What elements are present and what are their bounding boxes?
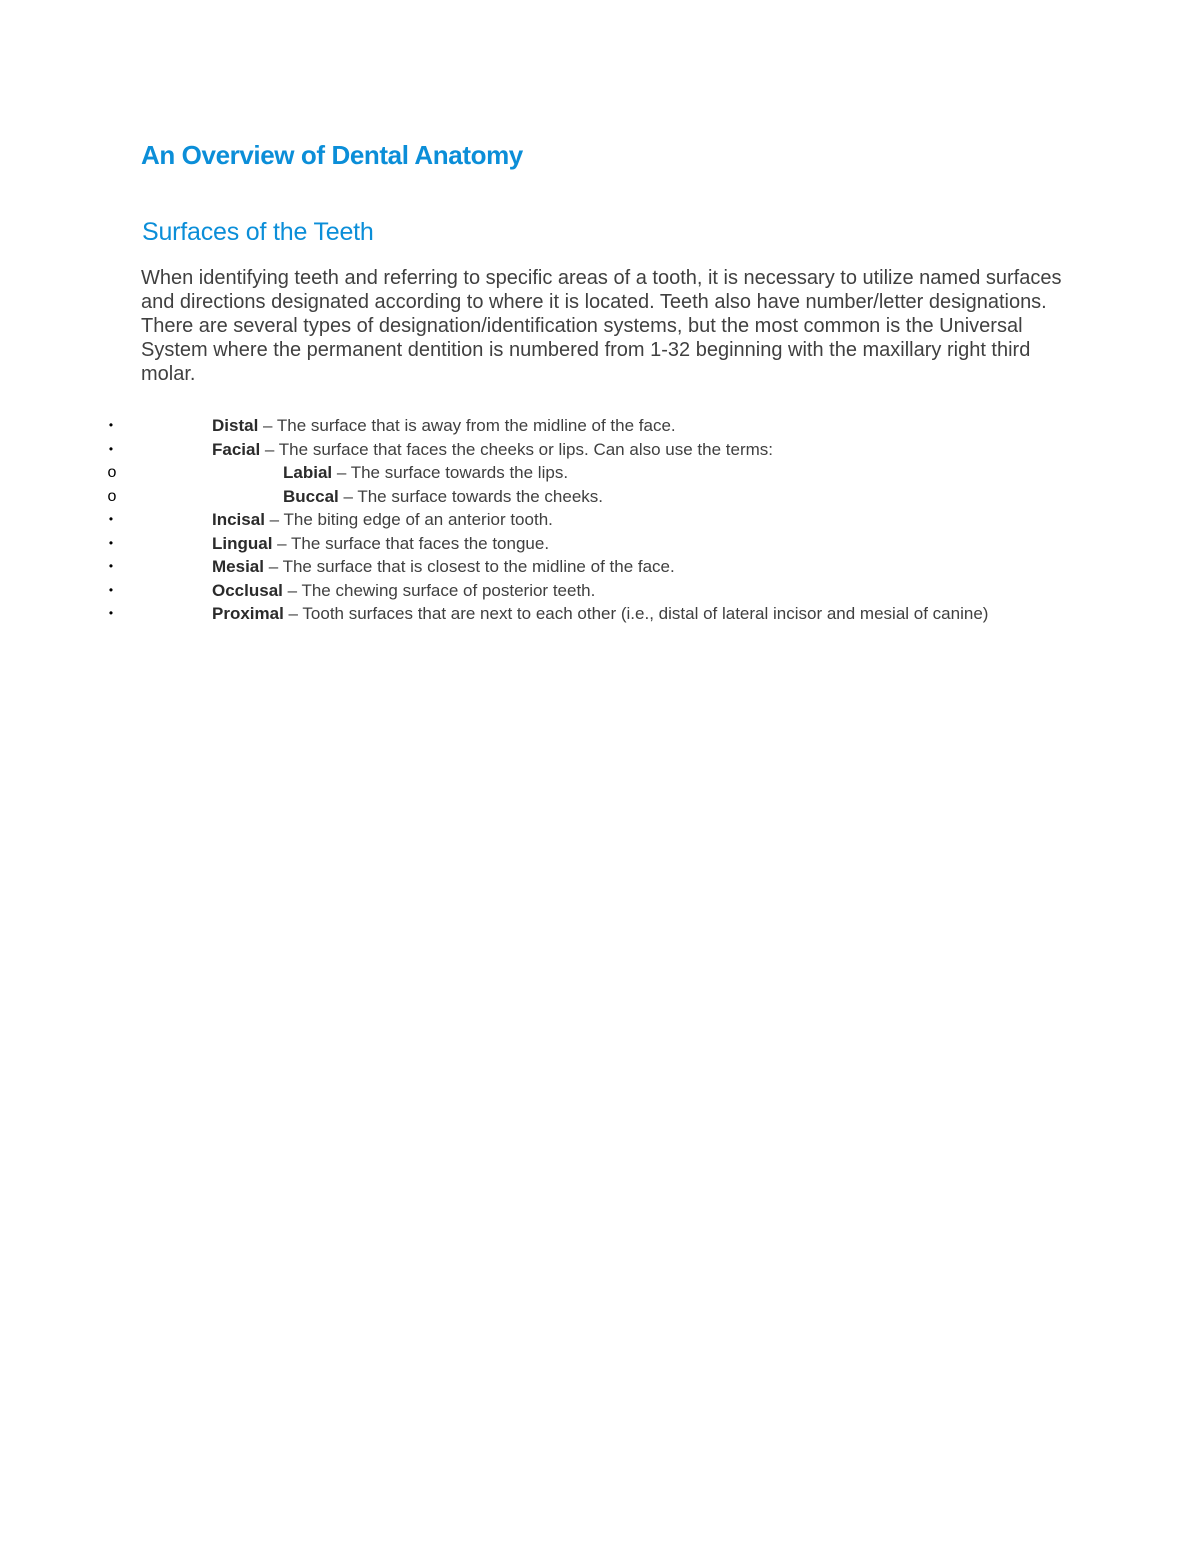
bullet-disc-icon: • xyxy=(108,535,114,550)
list-item-text xyxy=(212,602,988,626)
list-item-labial xyxy=(0,461,1200,485)
list-item-text xyxy=(212,414,676,438)
bullet-disc-icon: • xyxy=(108,606,114,620)
list-item-text xyxy=(283,485,603,509)
term-word: Occlusal xyxy=(212,580,283,600)
bullet-disc-icon: • xyxy=(108,582,114,597)
list-item-text xyxy=(212,555,675,579)
list-item-text xyxy=(212,532,549,556)
list-item-text xyxy=(212,438,773,462)
term-definition: – The surface towards the cheeks. xyxy=(338,486,604,506)
bullet-disc-icon: • xyxy=(108,559,114,573)
list-item-incisal xyxy=(0,508,1200,532)
term-definition: – The surface that faces the cheeks or lips. Can also use the terms: xyxy=(260,439,773,459)
term-word: Proximal xyxy=(212,604,284,623)
term-definition: – The surface towards the lips. xyxy=(332,463,569,482)
list-item-proximal xyxy=(0,602,1200,626)
term-definition: – The chewing surface of posterior teeth. xyxy=(282,580,596,600)
list-item-mesial xyxy=(0,555,1200,579)
list-item-distal xyxy=(0,414,1200,438)
list-item-occlusal xyxy=(0,579,1200,603)
bullet-disc-icon: • xyxy=(108,512,114,526)
term-word: Buccal xyxy=(283,486,339,506)
term-definition: – Tooth surfaces that are next to each other (i.e., distal of lateral incisor and mesial of canine) xyxy=(283,604,989,623)
term-word: Lingual xyxy=(212,533,273,553)
term-word: Facial xyxy=(212,439,261,459)
term-definition: – The surface that faces the tongue. xyxy=(272,533,550,553)
term-word: Labial xyxy=(283,463,333,482)
list-item-lingual xyxy=(0,532,1200,556)
section-heading: Surfaces of the Teeth xyxy=(142,218,374,246)
list-item-text xyxy=(212,508,553,532)
list-item-facial xyxy=(0,438,1200,462)
bullet-disc-icon: • xyxy=(108,418,114,432)
list-item-text xyxy=(212,579,595,603)
term-definition: – The surface that is away from the midline of the face. xyxy=(258,416,676,435)
term-word: Mesial xyxy=(212,557,264,576)
document-title: An Overview of Dental Anatomy xyxy=(141,140,523,170)
bullet-disc-icon: • xyxy=(108,441,114,456)
term-word: Distal xyxy=(212,416,259,435)
list-item-buccal xyxy=(0,485,1200,509)
surface-terms-list xyxy=(0,414,1200,626)
bullet-circle-icon: o xyxy=(107,464,117,481)
term-word: Incisal xyxy=(212,510,265,529)
list-item-text xyxy=(283,461,568,485)
intro-paragraph: When identifying teeth and referring to specific areas of a tooth, it is necessary to utilize named surfaces and directions designated according to where it is located. Teeth also have number/letter designations. There are several types of designation/identification systems, but the most common is the Universal System where the permanent dentition is numbered from 1-32 beginning with the maxillary right third molar. xyxy=(141,267,1062,385)
bullet-circle-icon: o xyxy=(107,487,117,505)
term-definition: – The surface that is closest to the midline of the face. xyxy=(263,557,675,576)
term-definition: – The biting edge of an anterior tooth. xyxy=(264,510,553,529)
